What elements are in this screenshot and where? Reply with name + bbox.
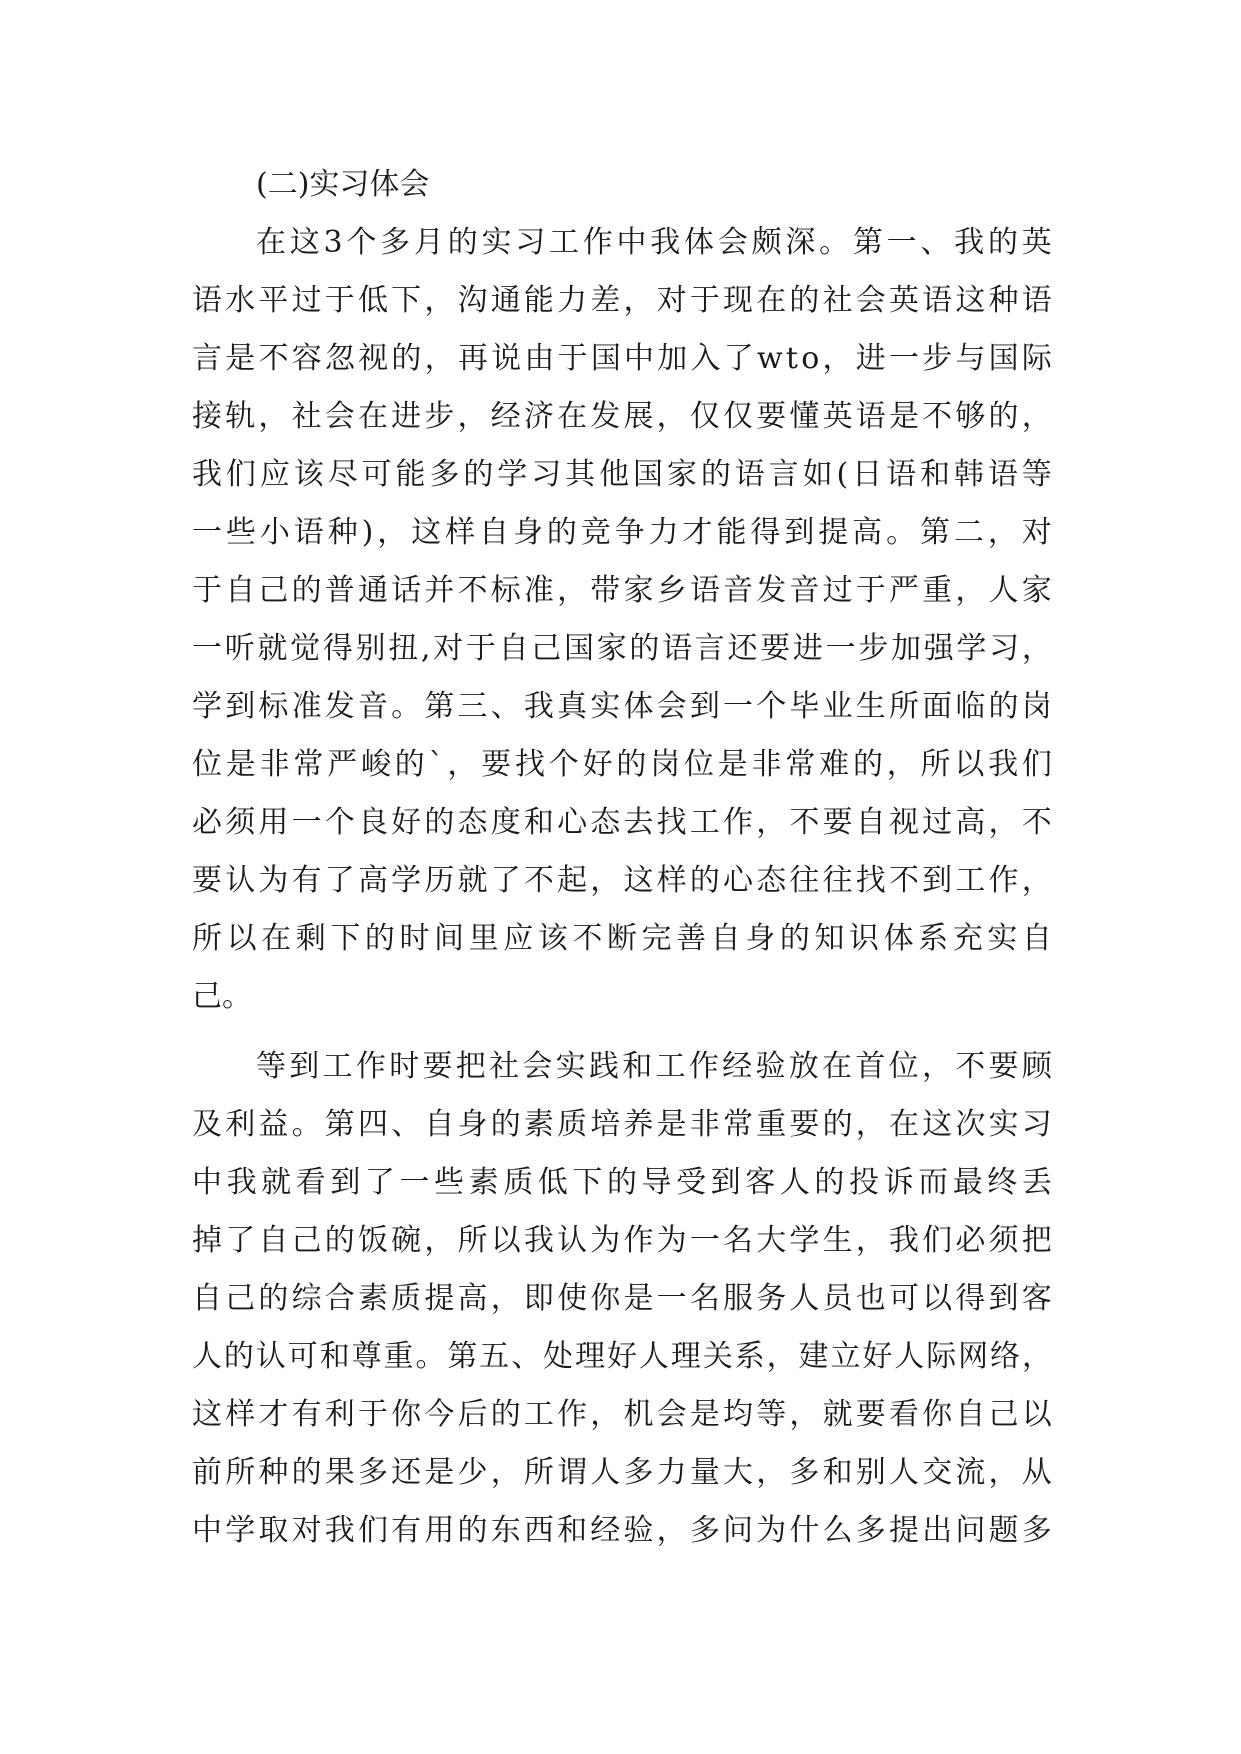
text-line: 这 样 才 有 利 于 你 今 后 的 工 作 ， 机 会 是 均 等 ， 就 要 看 你 自 己 以 (192, 1397, 1052, 1432)
text-line: 我 们 应 该 尽 可 能 多 的 学 习 其 他 国 家 的 语 言 如 ( 日 语 和 韩 语 等 (192, 457, 1052, 492)
text-line: 中 学 取 对 我 们 有 用 的 东 西 和 经 验 ， 多 问 为 什 么 多 提 出 问 题 多 (192, 1513, 1052, 1548)
text-line: 要 认 为 有 了 高 学 历 就 了 不 起 ， 这 样 的 心 态 往 往 找 不 到 工 作 ， (192, 863, 1052, 898)
text-line-last: 己。 (192, 979, 252, 1014)
text-line: 言 是 不 容 忽 视 的 ， 再 说 由 于 国 中 加 入 了 w t o ， 进 一 步 与 国 际 (192, 341, 1052, 376)
text-line: 必 须 用 一 个 良 好 的 态 度 和 心 态 去 找 工 作 ， 不 要 自 视 过 高 ， 不 (192, 805, 1052, 840)
text-line: 掉 了 自 己 的 饭 碗 ， 所 以 我 认 为 作 为 一 名 大 学 生 ， 我 们 必 须 把 (192, 1223, 1052, 1258)
text-line: 学 到 标 准 发 音 。 第 三 、 我 真 实 体 会 到 一 个 毕 业 生 所 面 临 的 岗 (192, 689, 1052, 724)
text-line: 自 己 的 综 合 素 质 提 高 ， 即 使 你 是 一 名 服 务 人 员 也 可 以 得 到 客 (192, 1281, 1052, 1316)
text-line: 一 些 小 语 种 ) ， 这 样 自 身 的 竞 争 力 才 能 得 到 提 高 。 第 二 ， 对 (192, 515, 1052, 550)
text-line: 位 是 非 常 严 峻 的 ` ， 要 找 个 好 的 岗 位 是 非 常 难 的 ， 所 以 我 们 (192, 747, 1052, 782)
text-line: 等 到 工 作 时 要 把 社 会 实 践 和 工 作 经 验 放 在 首 位 ， 不 要 顾 (256, 1049, 1052, 1084)
text-line: 前 所 种 的 果 多 还 是 少 ， 所 谓 人 多 力 量 大 ， 多 和 别 人 交 流 ， 从 (192, 1455, 1052, 1490)
text-line: 接 轨 ， 社 会 在 进 步 ， 经 济 在 发 展 ， 仅 仅 要 懂 英 语 是 不 够 的 ， (192, 399, 1052, 434)
section-heading: (二)实习体会 (256, 167, 430, 202)
text-line: 所 以 在 剩 下 的 时 间 里 应 该 不 断 完 善 自 身 的 知 识 体 系 充 实 自 (192, 921, 1052, 956)
text-line: 及 利 益 。 第 四 、 自 身 的 素 质 培 养 是 非 常 重 要 的 ， 在 这 次 实 习 (192, 1107, 1052, 1142)
paragraph-2 (192, 1038, 1052, 1560)
paragraph-1 (192, 214, 1052, 1026)
text-line: 中 我 就 看 到 了 一 些 素 质 低 下 的 导 受 到 客 人 的 投 诉 而 最 终 丢 (192, 1165, 1052, 1200)
text-line: 人 的 认 可 和 尊 重 。 第 五 、 处 理 好 人 理 关 系 ， 建 立 好 人 际 网 络 ， (192, 1339, 1052, 1374)
text-line: 在 这 3 个 多 月 的 实 习 工 作 中 我 体 会 颇 深 。 第 一 、 我 的 英 (256, 225, 1052, 260)
text-line: 语 水 平 过 于 低 下 ， 沟 通 能 力 差 ， 对 于 现 在 的 社 会 英 语 这 种 语 (192, 283, 1052, 318)
text-line: 于 自 己 的 普 通 话 并 不 标 准 ， 带 家 乡 语 音 发 音 过 于 严 重 ， 人 家 (192, 573, 1052, 608)
text-line: 一 听 就 觉 得 别 扭 , 对 于 自 己 国 家 的 语 言 还 要 进 一 步 加 强 学 习 ， (192, 631, 1052, 666)
document-body (192, 156, 1052, 1560)
